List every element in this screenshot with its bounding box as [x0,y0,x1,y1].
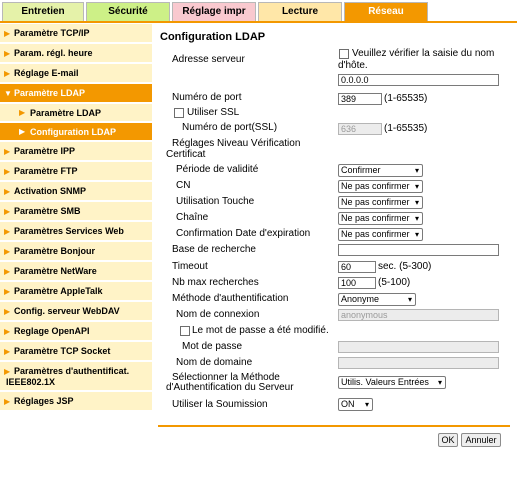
cert-verification-label-line2: Certificat [166,149,206,160]
domain-label: Nom de domaine [176,357,253,368]
server-auth-select[interactable] [338,376,446,389]
validity-label: Période de validité [176,164,259,175]
validity-select[interactable] [338,164,423,177]
sidebar-item-ldap[interactable] [0,84,152,104]
login-name-label: Nom de connexion [176,309,260,320]
form-footer-divider [158,425,510,427]
sidebar-item-netware[interactable] [0,262,152,282]
arrow-right-icon: ▶ [4,167,11,176]
search-base-label: Base de recherche [172,244,256,255]
sidebar-item-label: Paramètre LDAP [14,88,86,98]
sidebar-item-tcpsocket[interactable] [0,342,152,362]
timeout-label: Timeout [172,261,208,272]
password-changed-label: Le mot de passe a été modifié. [192,325,329,336]
sidebar-item-label: Réglage E-mail [14,68,79,78]
sidebar-item-ftp[interactable] [0,162,152,182]
verify-hostname-checkbox[interactable] [339,49,349,59]
port-label: Numéro de port [172,92,242,103]
sidebar-item-label: Paramètre FTP [14,166,78,176]
expiry-value: Ne pas confirmer [341,229,410,239]
sidebar-item-ieee8021x[interactable] [0,362,152,392]
ssl-port-range: (1-65535) [384,123,428,134]
arrow-right-icon: ▶ [4,367,11,376]
sidebar-item-label: Réglages JSP [14,396,74,406]
sidebar-item-label: Param. régl. heure [14,48,93,58]
chevron-down-icon: ▾ [414,166,419,175]
auth-method-label: Méthode d'authentification [172,293,289,304]
sidebar-item-ipp[interactable] [0,142,152,162]
chevron-down-icon: ▾ [414,198,419,207]
sidebar-item-label: Paramètre NetWare [14,266,97,276]
page-title: Configuration LDAP [160,31,266,43]
server-auth-label: Sélectionner la Méthode [172,372,280,383]
chain-select[interactable] [338,212,423,225]
max-results-label: Nb max recherches [172,277,259,288]
chain-value: Ne pas confirmer [341,213,410,223]
arrow-right-icon: ▶ [4,69,11,78]
arrow-right-icon: ▶ [4,397,11,406]
sidebar-item-label: Paramètre IPP [14,146,76,156]
cn-select[interactable] [338,180,423,193]
arrow-right-icon: ▶ [19,127,26,136]
sidebar-item-label: Paramètre LDAP [30,108,102,118]
key-usage-label: Utilisation Touche [176,196,255,207]
sidebar-item-label: Paramètre SMB [14,206,81,216]
sidebar-item-smb[interactable] [0,202,152,222]
server-auth-value: Utilis. Valeurs Entrées [341,377,429,387]
server-address-label: Adresse serveur [172,54,245,65]
tab-bar [0,0,517,22]
chevron-down-icon: ▾ [437,378,442,387]
arrow-right-icon: ▶ [4,49,11,58]
ssl-port-label: Numéro de port(SSL) [182,122,278,133]
sidebar-item-label: Paramètre TCP Socket [14,346,111,356]
key-usage-value: Ne pas confirmer [341,197,410,207]
ok-button[interactable]: OK [438,433,458,447]
arrow-right-icon: ▶ [4,227,11,236]
use-ssl-checkbox[interactable] [174,108,184,118]
sidebar-item-label: Paramètres Services Web [14,226,124,236]
use-ssl-label: Utiliser SSL [187,107,240,118]
chain-label: Chaîne [176,212,209,223]
port-input[interactable] [338,93,382,105]
sidebar-item-label: Activation SNMP [14,186,87,196]
tab-securite[interactable]: Sécurité [86,2,170,21]
max-results-range: (5-100) [378,277,411,288]
password-input[interactable] [338,341,499,353]
cancel-button[interactable]: Annuler [461,433,501,447]
submission-value: ON [341,399,355,409]
submission-select[interactable] [338,398,373,411]
sidebar-item-label: Paramètre TCP/IP [14,28,90,38]
password-changed-checkbox[interactable] [180,326,190,336]
key-usage-select[interactable] [338,196,423,209]
port-range: (1-65535) [384,93,428,104]
sidebar-item-time[interactable] [0,44,152,64]
arrow-right-icon: ▶ [4,187,11,196]
arrow-right-icon: ▶ [4,287,11,296]
arrow-right-icon: ▶ [4,29,11,38]
sidebar-item-email[interactable] [0,64,152,84]
sidebar-item-snmp[interactable] [0,182,152,202]
arrow-right-icon: ▶ [4,307,11,316]
sidebar-item-label: Configuration LDAP [30,127,116,137]
tab-reglage-impr[interactable]: Réglage impr [172,2,256,21]
sidebar-item-tcpip[interactable] [0,24,152,44]
sidebar-item-label: Config. serveur WebDAV [14,306,120,316]
sidebar-item-appletalk[interactable] [0,282,152,302]
tab-entretien[interactable]: Entretien [2,2,84,21]
arrow-right-icon: ▶ [4,347,11,356]
auth-method-value: Anonyme [341,294,380,304]
arrow-right-icon: ▶ [4,327,11,336]
cert-verification-label: Réglages Niveau Vérification [172,138,301,149]
server-auth-label-line2: d'Authentification du Serveur [166,382,294,393]
arrow-down-icon: ▼ [4,89,12,98]
tab-reseau[interactable]: Réseau [344,2,428,21]
arrow-right-icon: ▶ [19,108,26,117]
auth-method-select[interactable] [338,293,416,306]
sidebar-item-label: Paramètre Bonjour [14,246,96,256]
domain-input[interactable] [338,357,499,369]
timeout-input[interactable] [338,261,376,273]
chevron-down-icon: ▾ [414,230,419,239]
arrow-right-icon: ▶ [4,207,11,216]
sidebar-item-openapi[interactable] [0,322,152,342]
validity-value: Confirmer [341,165,381,175]
arrow-right-icon: ▶ [4,267,11,276]
chevron-down-icon: ▾ [414,182,419,191]
sidebar-item-webdav[interactable] [0,302,152,322]
server-address-input[interactable] [338,74,499,86]
password-label: Mot de passe [182,341,243,352]
sidebar-item-label: Paramètres d'authentificat. [14,366,130,376]
chevron-down-icon: ▾ [364,400,369,409]
sidebar-item-label: Reglage OpenAPI [14,326,90,336]
sidebar-item-jsp[interactable] [0,392,152,412]
max-results-input[interactable] [338,277,376,289]
verify-hostname-label: Veuillez vérifier la saisie du nom [352,48,495,59]
sidebar-subitem-ldap-config[interactable] [0,123,152,142]
timeout-unit: sec. (5-300) [378,261,432,272]
login-name-input[interactable] [338,309,499,321]
arrow-right-icon: ▶ [4,247,11,256]
sidebar-item-label-line2: IEEE802.1X [6,377,56,387]
ssl-port-input[interactable] [338,123,382,135]
verify-hostname-label-line2: d'hôte. [338,60,368,71]
sidebar-subitem-ldap-settings[interactable] [0,104,152,123]
tab-lecture[interactable]: Lecture [258,2,342,21]
tab-underline [0,21,517,23]
sidebar [0,24,152,412]
cn-label: CN [176,180,191,191]
chevron-down-icon: ▾ [414,214,419,223]
expiry-label: Confirmation Date d'expiration [176,228,311,239]
sidebar-item-label: Paramètre AppleTalk [14,286,103,296]
sidebar-item-bonjour[interactable] [0,242,152,262]
cn-value: Ne pas confirmer [341,181,410,191]
sidebar-item-webservices[interactable] [0,222,152,242]
chevron-down-icon: ▾ [407,295,412,304]
expiry-select[interactable] [338,228,423,241]
search-base-input[interactable] [338,244,499,256]
arrow-right-icon: ▶ [4,147,11,156]
submission-label: Utiliser la Soumission [172,399,268,410]
